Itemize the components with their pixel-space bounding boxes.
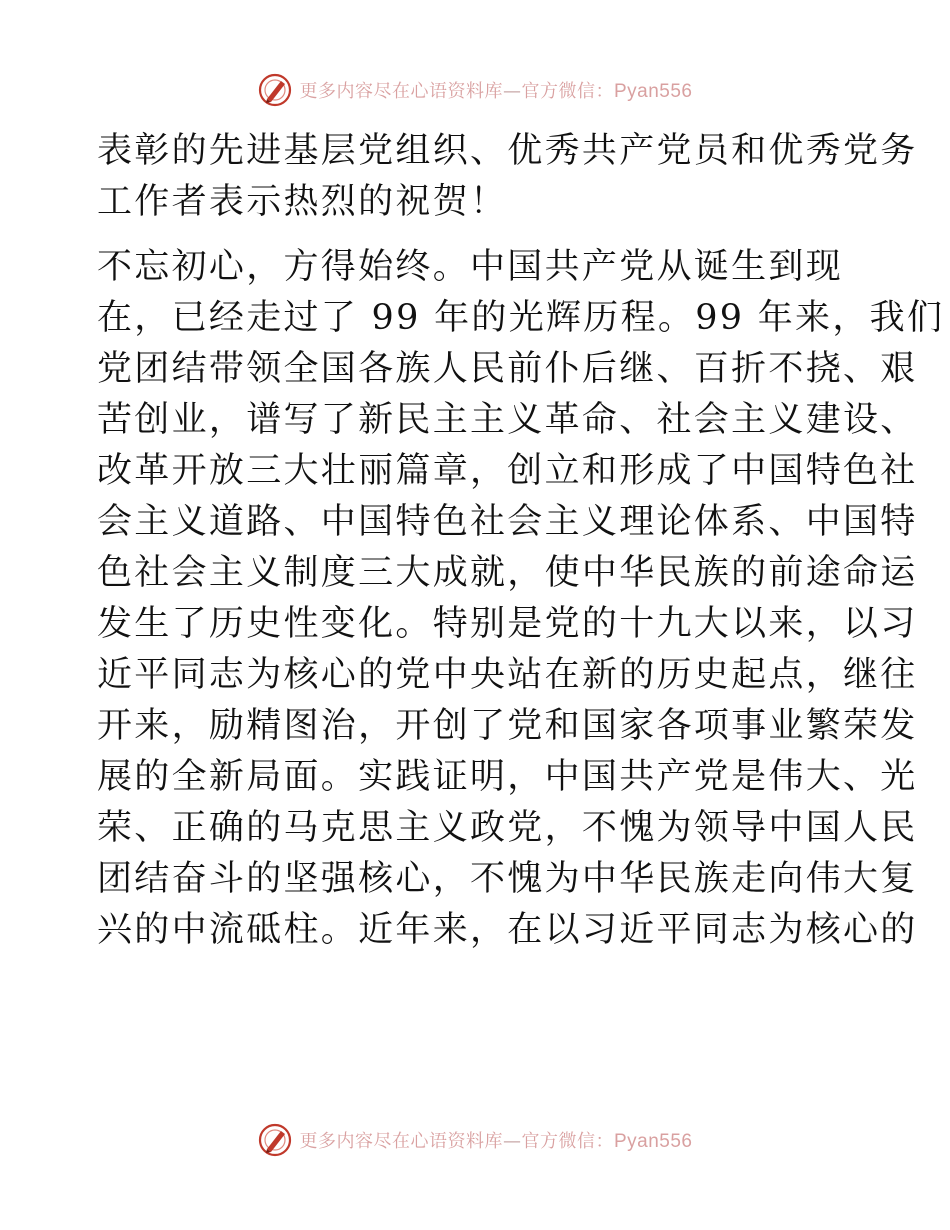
- text-line: 表彰的先进基层党组织、优秀共产党员和优秀党务: [97, 131, 918, 171]
- footer-watermark: [0, 1118, 950, 1162]
- text-line: 展的全新局面。实践证明，中国共产党是伟大、光: [97, 757, 918, 797]
- text-line: 色社会主义制度三大成就，使中华民族的前途命运: [97, 553, 918, 593]
- text-line: 近平同志为核心的党中央站在新的历史起点，继往: [97, 655, 918, 695]
- paragraph-2: [97, 242, 945, 956]
- header-watermark: [0, 68, 950, 112]
- text-line: 党团结带领全国各族人民前仆后继、百折不挠、艰: [97, 349, 918, 389]
- paragraph-1: [97, 126, 918, 228]
- text-line: 改革开放三大壮丽篇章，创立和形成了中国特色社: [97, 451, 918, 491]
- text-line: 发生了历史性变化。特别是党的十九大以来，以习: [97, 604, 918, 644]
- watermark-id: Pyan556: [613, 1131, 693, 1152]
- watermark-dash: —: [502, 81, 522, 102]
- watermark-text: 更多内容尽在心语资料库: [299, 81, 503, 102]
- text-line: 苦创业，谱写了新民主主义革命、社会主义建设、: [97, 400, 918, 440]
- text-line: 在，已经走过了 99 年的光辉历程。99 年来，我们: [97, 298, 945, 338]
- text-line: 会主义道路、中国特色社会主义理论体系、中国特: [97, 502, 918, 542]
- text-line: 工作者表示热烈的祝贺！: [97, 182, 508, 222]
- text-line: 不忘初心，方得始终。中国共产党从诞生到现: [97, 247, 844, 287]
- document-body: [97, 126, 945, 956]
- watermark-official: 官方微信：: [521, 81, 614, 102]
- watermark-id: Pyan556: [613, 81, 693, 102]
- text-line: 开来，励精图治，开创了党和国家各项事业繁荣发: [97, 706, 918, 746]
- text-line: 团结奋斗的坚强核心，不愧为中华民族走向伟大复: [97, 859, 918, 899]
- pen-logo-icon: [257, 1122, 293, 1158]
- text-line: 兴的中流砥柱。近年来，在以习近平同志为核心的: [97, 910, 918, 950]
- watermark-text: 更多内容尽在心语资料库: [299, 1131, 503, 1152]
- watermark-official: 官方微信：: [521, 1131, 614, 1152]
- watermark-dash: —: [502, 1131, 522, 1152]
- text-line: 荣、正确的马克思主义政党，不愧为领导中国人民: [97, 808, 918, 848]
- pen-logo-icon: [257, 72, 293, 108]
